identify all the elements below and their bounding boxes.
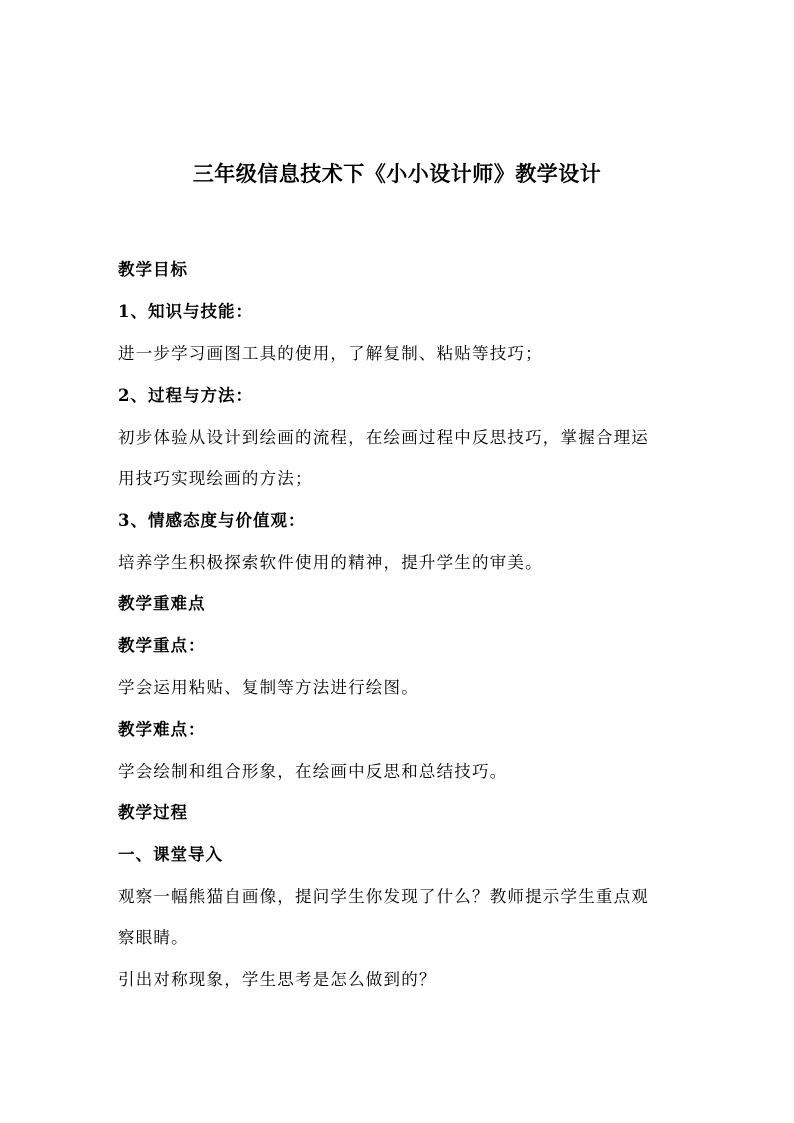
paragraph-line: 引出对称现象，学生思考是怎么做到的？ xyxy=(118,970,437,989)
paragraph-line: 察眼睛。 xyxy=(118,928,189,947)
paragraph-line: 学会运用粘贴、复制等方法进行绘图。 xyxy=(118,678,419,697)
subheading-lesson-intro: 一、课堂导入 xyxy=(118,845,223,864)
paragraph-line: 初步体验从设计到绘画的流程，在绘画过程中反思技巧，掌握合理运 xyxy=(118,428,649,447)
paragraph-line: 培养学生积极探索软件使用的精神，提升学生的审美。 xyxy=(118,553,543,572)
paragraph-line: 用技巧实现绘画的方法； xyxy=(118,469,313,488)
heading-key-difficult-points: 教学重难点 xyxy=(118,594,206,613)
paragraph-line: 进一步学习画图工具的使用，了解复制、粘贴等技巧； xyxy=(118,344,543,363)
subheading-process-methods: 2、过程与方法： xyxy=(118,386,253,405)
paragraph-line: 观察一幅熊猫自画像，提问学生你发现了什么？教师提示学生重点观 xyxy=(118,887,649,906)
subheading-knowledge-skills: 1、知识与技能： xyxy=(118,302,253,321)
subheading-emotion-values: 3、情感态度与价值观： xyxy=(118,511,306,530)
document-title: 三年级信息技术下《小小设计师》教学设计 xyxy=(192,162,602,186)
heading-teaching-goals: 教学目标 xyxy=(118,260,188,279)
subheading-difficult-points: 教学难点： xyxy=(118,720,206,739)
subheading-key-points: 教学重点： xyxy=(118,636,206,655)
paragraph-line: 学会绘制和组合形象，在绘画中反思和总结技巧。 xyxy=(118,762,508,781)
heading-teaching-process: 教学过程 xyxy=(118,803,188,822)
